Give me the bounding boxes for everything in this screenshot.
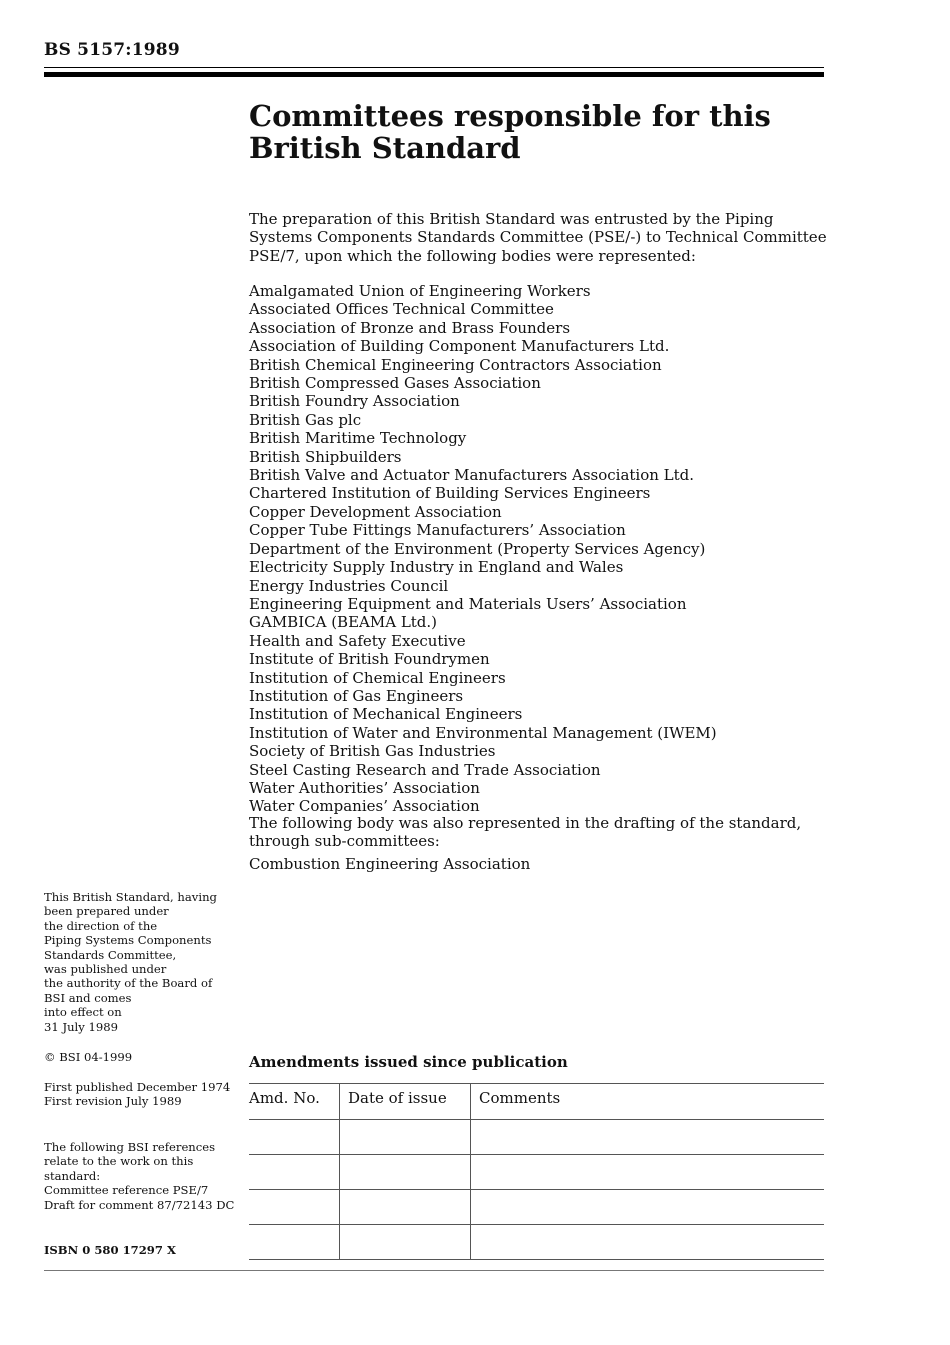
amendment-cell (249, 1155, 340, 1190)
represented-body: British Maritime Technology (249, 429, 467, 448)
represented-body: Association of Bronze and Brass Founders (249, 318, 571, 337)
statement-line: 31 July 1989 (44, 1019, 119, 1034)
amendment-cell (471, 1120, 825, 1155)
represented-body: Institution of Mechanical Engineers (249, 705, 523, 724)
represented-body: Institution of Gas Engineers (249, 686, 464, 705)
amendment-cell (340, 1225, 471, 1260)
represented-body: Department of the Environment (Property Services Agency) (249, 539, 706, 558)
reference-line: Draft for comment 87/72143 DC (44, 1197, 235, 1212)
amendment-row (249, 1155, 824, 1190)
isbn: ISBN 0 580 17297 X (44, 1243, 176, 1257)
represented-body: Water Authorities’ Association (249, 778, 480, 797)
first-published: First published December 1974 (44, 1080, 231, 1094)
reference-line: Committee reference PSE/7 (44, 1183, 209, 1198)
publication-history (44, 1080, 239, 1109)
amendments-header-row (249, 1084, 824, 1120)
represented-bodies-list (249, 282, 829, 816)
represented-body: British Valve and Actuator Manufacturers Association Ltd. (249, 466, 695, 485)
statement-line: into effect on (44, 1005, 122, 1020)
represented-body: Energy Industries Council (249, 576, 449, 595)
amendment-cell (471, 1155, 825, 1190)
statement-line: Standards Committee, (44, 947, 177, 962)
amendment-cell (471, 1190, 825, 1225)
footer-rule (44, 1270, 824, 1271)
statement-line: the direction of the (44, 918, 158, 933)
amendment-cell (249, 1225, 340, 1260)
represented-body: British Chemical Engineering Contractors Association (249, 355, 662, 374)
publication-statement (44, 890, 239, 1034)
amendment-cell (249, 1120, 340, 1155)
represented-body: Institute of British Foundrymen (249, 650, 490, 669)
reference-line: relate to the work on this (44, 1154, 194, 1169)
represented-body: Chartered Institution of Building Services Engineers (249, 484, 651, 503)
represented-body: Water Companies’ Association (249, 797, 480, 816)
statement-line: been prepared under (44, 904, 169, 919)
header-rule-thin (44, 67, 824, 68)
subcommittee-body: Combustion Engineering Association (249, 855, 531, 873)
represented-body: Copper Development Association (249, 502, 502, 521)
amendment-row (249, 1190, 824, 1225)
represented-body: British Foundry Association (249, 392, 460, 411)
represented-body: Associated Offices Technical Committee (249, 300, 554, 319)
amendments-title: Amendments issued since publication (249, 1053, 568, 1071)
document-code: BS 5157:1989 (44, 40, 180, 60)
amendment-row (249, 1120, 824, 1155)
comments-header: Comments (471, 1084, 825, 1120)
statement-line: This British Standard, having (44, 890, 217, 904)
reference-line: standard: (44, 1168, 101, 1183)
represented-body: Engineering Equipment and Materials Users’ Association (249, 594, 687, 613)
amendments-table (249, 1083, 824, 1260)
statement-line: the authority of the Board of (44, 976, 213, 991)
copyright-notice: © BSI 04-1999 (44, 1050, 133, 1064)
represented-body: Amalgamated Union of Engineering Workers (249, 282, 591, 300)
statement-line: was published under (44, 962, 167, 977)
represented-body: Institution of Chemical Engineers (249, 668, 506, 687)
date-of-issue-header: Date of issue (340, 1084, 471, 1120)
represented-body: Association of Building Component Manufacturers Ltd. (249, 337, 670, 356)
represented-body: Health and Safety Executive (249, 631, 466, 650)
represented-body: GAMBICA (BEAMA Ltd.) (249, 613, 438, 632)
amendment-cell (340, 1120, 471, 1155)
subcommittee-note: The following body was also represented in the drafting of the standard, through sub-committees: (249, 814, 802, 851)
statement-line: Piping Systems Components (44, 933, 212, 948)
header-rule-thick (44, 72, 824, 77)
represented-body: British Compressed Gases Association (249, 374, 541, 393)
page-title-line-1: Committees responsible for this (249, 99, 771, 133)
first-revision: First revision July 1989 (44, 1094, 182, 1109)
represented-body: Copper Tube Fittings Manufacturers’ Association (249, 521, 626, 540)
amendment-cell (249, 1190, 340, 1225)
page-title-line-2: British Standard (249, 131, 521, 165)
amd-no-header: Amd. No. (249, 1084, 340, 1120)
bsi-references (44, 1140, 239, 1212)
represented-body: Institution of Water and Environmental Management (IWEM) (249, 723, 717, 742)
represented-body: British Shipbuilders (249, 447, 402, 466)
represented-body: Society of British Gas Industries (249, 742, 496, 761)
intro-paragraph: The preparation of this British Standard was entrusted by the Piping Systems Components Standards Committee (PSE/-) to Technical Committee PSE/7, upon which the following bodies were represented: (249, 210, 827, 265)
statement-line: BSI and comes (44, 990, 132, 1005)
represented-body: Electricity Supply Industry in England and Wales (249, 558, 624, 577)
amendment-cell (471, 1225, 825, 1260)
represented-body: Steel Casting Research and Trade Association (249, 760, 601, 779)
represented-body: British Gas plc (249, 410, 362, 429)
page-title (249, 100, 809, 164)
amendment-cell (340, 1190, 471, 1225)
amendment-cell (340, 1155, 471, 1190)
reference-line: The following BSI references (44, 1140, 216, 1154)
amendment-row (249, 1225, 824, 1260)
